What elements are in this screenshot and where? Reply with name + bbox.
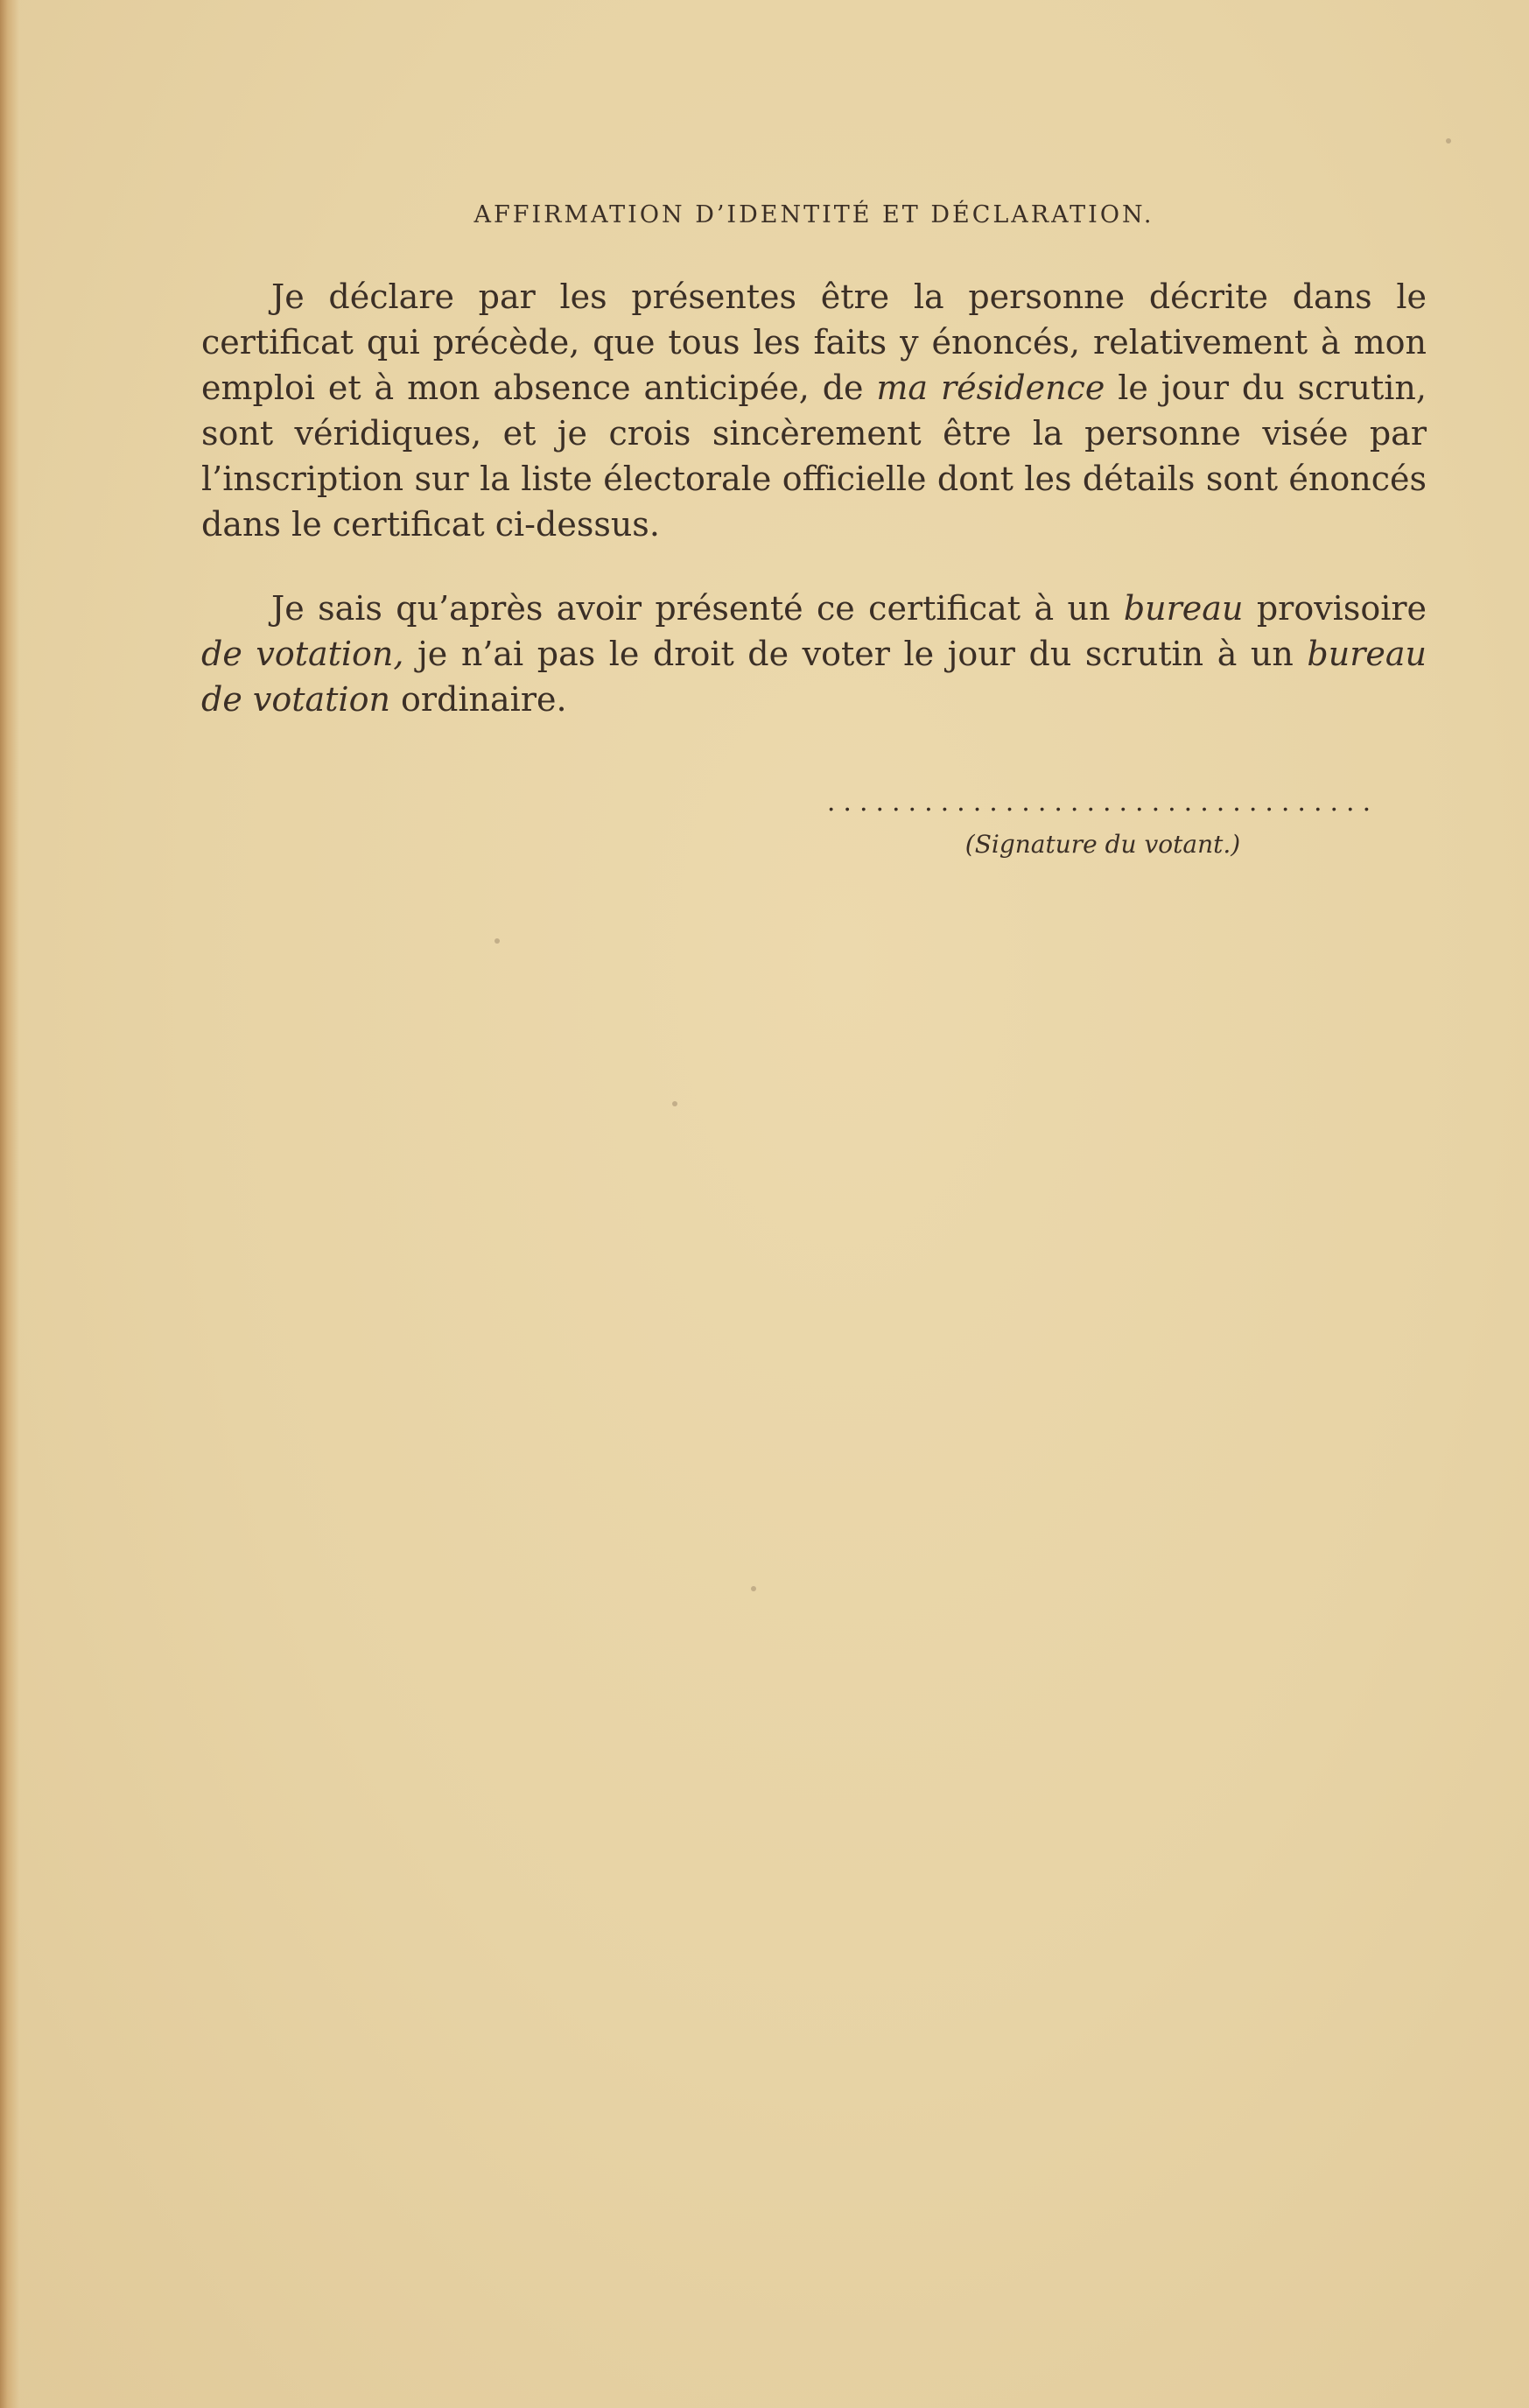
document-body — [201, 201, 1427, 761]
signature-block — [783, 790, 1422, 859]
paper-speck — [1446, 138, 1451, 144]
paragraph-italic-text: bureau — [1123, 589, 1244, 628]
paragraph-text: le jour du scrutin, sont véridiques, et je crois sincèrement être la personne visée par l’inscription sur la liste électorale officielle dont les détails sont énoncés dans le certificat ci-dessus. — [201, 369, 1427, 544]
paragraph-italic-text: bureau de votation — [201, 635, 1427, 719]
paragraph-text: provisoire — [1243, 589, 1427, 628]
paragraph-text: Je sais qu’après avoir présenté ce certificat à un — [271, 589, 1124, 628]
paragraph-italic-text: ma résidence — [876, 369, 1105, 407]
section-heading: AFFIRMATION D’IDENTITÉ ET DÉCLARATION. — [473, 201, 1154, 228]
paragraph-text: ordinaire. — [389, 680, 567, 719]
paragraph-text: je n’ai pas le droit de voter le jour du scrutin à un — [403, 635, 1308, 673]
signature-label: (Signature du votant.) — [964, 830, 1241, 859]
acknowledgement-paragraph — [201, 586, 1427, 722]
paragraph-text: Je déclare par les présentes être la personne décrite dans le certificat qui précède, que tous les faits y énoncés, relativement à mon emploi et à mon absence anticipée, de — [201, 277, 1427, 407]
signature-line: .................................. — [826, 790, 1379, 816]
paper-speck — [494, 938, 500, 944]
paper-speck — [672, 1101, 677, 1106]
paragraph-italic-text: de votation, — [201, 635, 404, 673]
page-edge-shadow — [0, 0, 19, 2408]
paper-speck — [751, 1586, 756, 1591]
declaration-paragraph — [201, 274, 1427, 547]
